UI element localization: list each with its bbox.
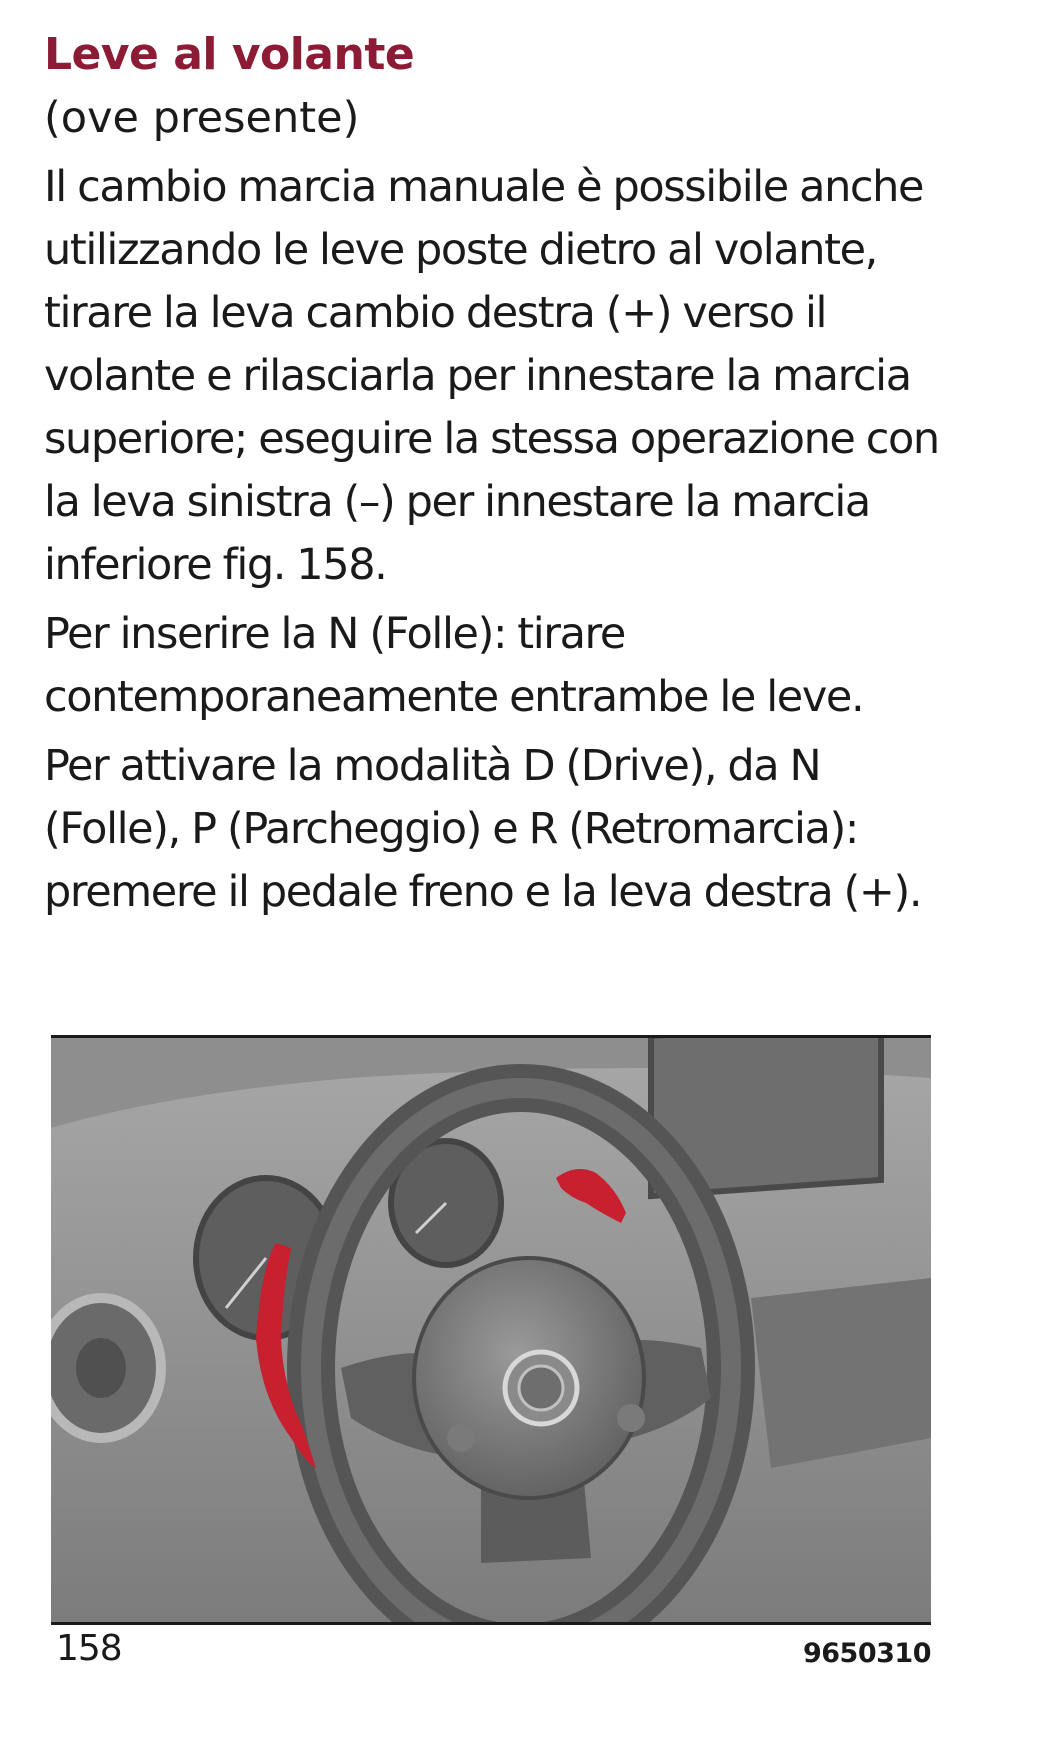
air-vent-center: [76, 1338, 126, 1398]
center-console: [751, 1278, 931, 1468]
figure-code: 9650310: [802, 1638, 931, 1669]
paragraph-drive-mode: Per attivare la modalità D (Drive), da N (Folle), P (Parcheggio) e R (Retromarcia): premere il pedale freno e la leva destra (+).: [44, 741, 922, 917]
section-subtitle: (ove presente): [44, 93, 360, 143]
brand-logo-inner: [519, 1366, 563, 1410]
wheel-button-left: [447, 1424, 475, 1452]
wheel-button-right: [617, 1404, 645, 1432]
steering-wheel-illustration: [51, 1038, 931, 1622]
figure-steering-wheel-paddles: [51, 1035, 931, 1625]
section-title: Leve al volante: [44, 29, 415, 80]
page-number: 158: [56, 1628, 122, 1669]
paragraph-neutral: Per inserire la N (Folle): tirare contemporaneamente entrambe le leve.: [44, 609, 864, 722]
page-content: [44, 26, 944, 930]
paragraph-shift-paddles: Il cambio marcia manuale è possibile anche utilizzando le leve poste dietro al volante, tirare la leva cambio destra (+) verso il volante e rilasciarla per innestare la marcia superiore; eseguire la stessa operazione con la leva sinistra (–) per innestare la marcia inferiore fig. 158.: [44, 162, 939, 590]
